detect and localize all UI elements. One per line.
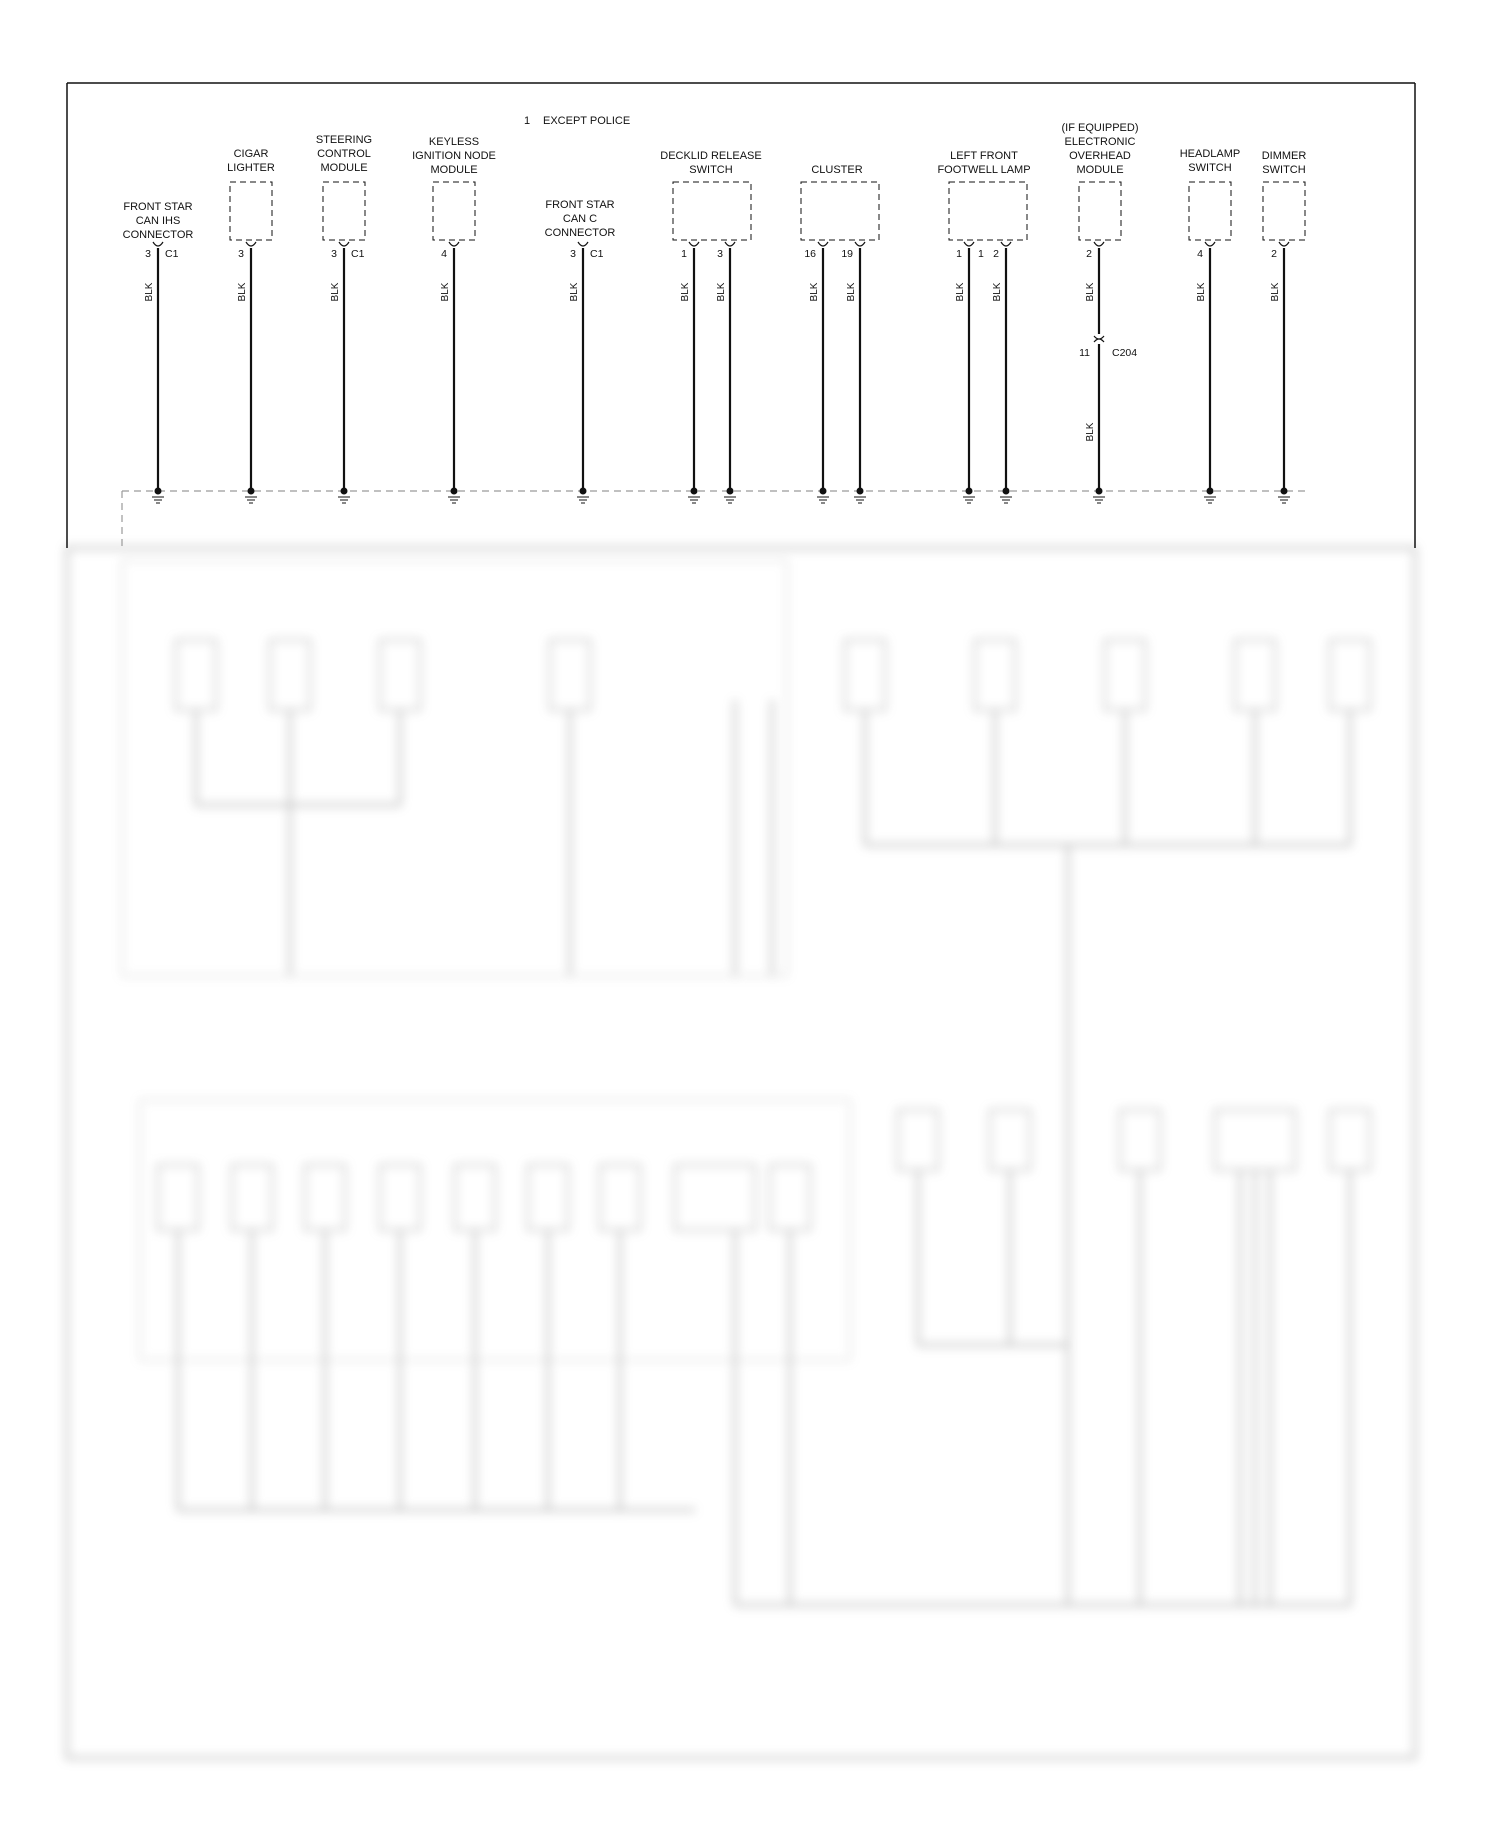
inline-connector-name: C204 — [1112, 347, 1138, 359]
splice-dot — [820, 488, 827, 495]
wire-color-label: BLK — [569, 282, 580, 302]
pin-terminal — [578, 242, 588, 246]
components-layer — [123, 122, 1307, 503]
component-cigar-lighter — [227, 148, 275, 503]
pin-number: 3 — [238, 248, 244, 260]
component-label: ELECTRONIC — [1064, 136, 1136, 148]
component-box — [949, 182, 1027, 240]
pin-number: 2 — [1086, 248, 1092, 260]
component-left-front-footwell-lamp — [937, 150, 1030, 503]
pin-terminal — [725, 242, 735, 246]
component-front-star-can-ihs — [123, 201, 194, 503]
component-label: IGNITION NODE — [412, 150, 496, 162]
pin-number: 2 — [1271, 248, 1277, 260]
component-label: LEFT FRONT — [950, 150, 1018, 162]
component-label: STEERING — [315, 134, 373, 146]
component-label: (IF EQUIPPED) — [1061, 122, 1139, 134]
note-reference: 1 — [978, 248, 984, 260]
component-label: FRONT STAR — [123, 201, 193, 213]
component-box — [433, 182, 475, 240]
component-label: FRONT STAR — [545, 199, 615, 211]
wire-color-label: BLK — [846, 282, 857, 302]
splice-dot — [451, 488, 458, 495]
component-box — [230, 182, 272, 240]
ground-icon — [724, 497, 736, 503]
component-label: CONTROL — [317, 148, 371, 160]
ground-bus — [122, 491, 1305, 548]
pin-number: 2 — [993, 248, 999, 260]
component-label: CONNECTOR — [544, 227, 616, 239]
pin-number: 16 — [804, 248, 816, 260]
pin-number: 4 — [441, 248, 447, 260]
wire-color-label: BLK — [955, 282, 966, 302]
component-box — [673, 182, 751, 240]
component-label: SWITCH — [689, 164, 733, 176]
component-box — [323, 182, 365, 240]
wire-color-label: BLK — [440, 282, 451, 302]
component-label: HEADLAMP — [1179, 148, 1241, 160]
component-label: FOOTWELL LAMP — [937, 164, 1031, 176]
component-front-star-can-c — [545, 199, 616, 503]
ground-icon — [963, 497, 975, 503]
splice-dot — [1207, 488, 1214, 495]
splice-dot — [248, 488, 255, 495]
connector-name: C1 — [351, 248, 365, 260]
component-label: LIGHTER — [227, 162, 275, 174]
pin-number: 1 — [956, 248, 962, 260]
wire-color-label: BLK — [716, 282, 727, 302]
component-label: KEYLESS — [428, 136, 480, 148]
splice-dot — [857, 488, 864, 495]
splice-dot — [727, 488, 734, 495]
pin-terminal — [1205, 242, 1215, 246]
ground-icon — [577, 497, 589, 503]
pin-number: 19 — [841, 248, 853, 260]
component-box — [1189, 182, 1231, 240]
component-label: CAN C — [562, 213, 598, 225]
ground-icon — [245, 497, 257, 503]
splice-dot — [966, 488, 973, 495]
component-label: SWITCH — [1188, 162, 1232, 174]
wire-color-label: BLK — [237, 282, 248, 302]
wire-color-label: BLK — [992, 282, 1003, 302]
pin-number: 3 — [570, 248, 576, 260]
pin-terminal — [339, 242, 349, 246]
wire-color-label: BLK — [1270, 282, 1281, 302]
component-cluster — [801, 164, 879, 503]
ground-icon — [448, 497, 460, 503]
splice-dot — [691, 488, 698, 495]
component-headlamp-switch — [1180, 148, 1241, 503]
component-label: CIGAR — [233, 148, 269, 160]
splice-dot — [341, 488, 348, 495]
component-keyless-ignition-node-module — [412, 136, 496, 503]
component-dimmer-switch — [1262, 150, 1307, 503]
splice-dot — [1281, 488, 1288, 495]
note-text: EXCEPT POLICE — [543, 115, 631, 127]
connector-name: C1 — [590, 248, 604, 260]
component-label: OVERHEAD — [1069, 150, 1131, 162]
pin-number: 1 — [681, 248, 687, 260]
ground-icon — [1204, 497, 1216, 503]
ground-icon — [1278, 497, 1290, 503]
wire-color-label: BLK — [144, 282, 155, 302]
component-label: MODULE — [1076, 164, 1124, 176]
component-label: CONNECTOR — [122, 229, 194, 241]
wire-color-label: BLK — [1085, 282, 1096, 302]
obscured-lower-diagram — [67, 548, 1415, 1758]
pin-terminal — [855, 242, 865, 246]
pin-terminal — [818, 242, 828, 246]
pin-terminal — [246, 242, 256, 246]
ground-icon — [152, 497, 164, 503]
wire-color-label: BLK — [809, 282, 820, 302]
note-number: 1 — [524, 115, 531, 127]
component-label: CAN IHS — [135, 215, 181, 227]
component-label: MODULE — [320, 162, 368, 174]
pin-number: 3 — [145, 248, 151, 260]
component-label: MODULE — [430, 164, 478, 176]
ground-icon — [338, 497, 350, 503]
pin-number: 3 — [331, 248, 337, 260]
component-label: DIMMER — [1261, 150, 1307, 162]
wire-color-label: BLK — [1196, 282, 1207, 302]
pin-terminal — [1001, 242, 1011, 246]
splice-dot — [155, 488, 162, 495]
pin-number: 4 — [1197, 248, 1203, 260]
splice-dot — [580, 488, 587, 495]
component-box — [1079, 182, 1121, 240]
component-box — [801, 182, 879, 240]
pin-terminal — [964, 242, 974, 246]
wire-color-label: BLK — [330, 282, 341, 302]
splice-dot — [1096, 488, 1103, 495]
pin-terminal — [1279, 242, 1289, 246]
component-steering-control-module — [316, 134, 372, 503]
pin-terminal — [449, 242, 459, 246]
component-electronic-overhead-module — [1061, 122, 1138, 503]
component-decklid-release-switch — [660, 150, 761, 503]
pin-terminal — [153, 242, 163, 246]
component-label: DECKLID RELEASE — [660, 150, 762, 162]
ground-icon — [1093, 497, 1105, 503]
inline-connector-symbol — [1094, 336, 1104, 342]
pin-number: 3 — [717, 248, 723, 260]
component-label: CLUSTER — [811, 164, 863, 176]
wire-color-label: BLK — [1085, 422, 1096, 442]
ground-icon — [817, 497, 829, 503]
pin-terminal — [1094, 242, 1104, 246]
splice-dot — [1003, 488, 1010, 495]
ground-icon — [688, 497, 700, 503]
component-label: SWITCH — [1262, 164, 1306, 176]
ground-icon — [1000, 497, 1012, 503]
ground-icon — [854, 497, 866, 503]
connector-name: C1 — [165, 248, 179, 260]
wire-color-label: BLK — [680, 282, 691, 302]
pin-terminal — [689, 242, 699, 246]
inline-connector-pin: 11 — [1079, 347, 1090, 359]
component-box — [1263, 182, 1305, 240]
